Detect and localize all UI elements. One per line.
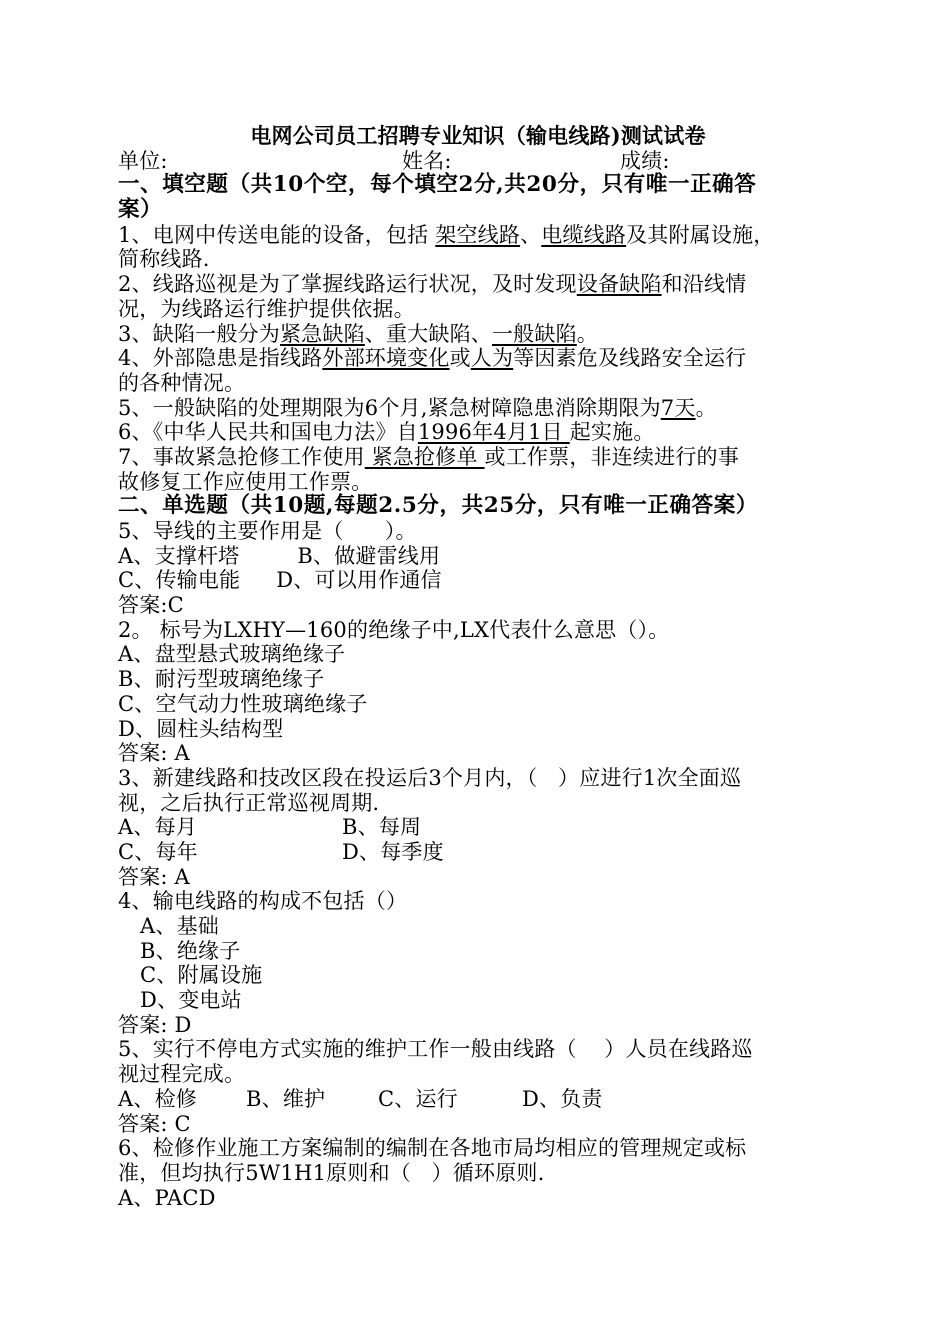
choice-question-6-stem-cont: 准，但均执行5W1H1原则和（ ）循环原则.	[118, 1160, 545, 1185]
choice-question-5-options	[118, 1087, 838, 1112]
answer-blank: 7天	[660, 395, 696, 420]
option-c: C、运行	[378, 1086, 458, 1111]
option-a: A、每月	[118, 815, 197, 840]
fill-question-7-cont: 故修复工作应使用工作票。	[118, 469, 373, 494]
option-a: A、盘型悬式玻璃绝缘子	[118, 642, 346, 667]
fill-question-7: 7、事故紧急抢修工作使用 紧急抢修单 或工作票，非连续进行的事	[118, 444, 739, 469]
choice-question-2-stem: 2。 标号为LXHY—160的绝缘子中,LX代表什么意思（）。	[118, 617, 670, 642]
choice-question-1-stem: 5、导线的主要作用是（ ）。	[118, 519, 417, 543]
exam-content	[118, 124, 838, 1210]
fill-question-2-cont: 况，为线路运行维护提供依据。	[118, 296, 415, 321]
answer-blank: 紧急缺陷	[279, 321, 365, 346]
option-d: D、可以用作通信	[276, 568, 442, 593]
option-a: A、支撑杆塔	[118, 543, 240, 568]
answer-blank: 设备缺陷	[576, 272, 662, 297]
option-a: A、PACD	[118, 1185, 216, 1210]
answer-blank: 1996年4月1日	[417, 420, 570, 445]
fill-question-2: 2、线路巡视是为了掌握线路运行状况，及时发现设备缺陷和沿线情	[118, 272, 747, 297]
choice-question-3-stem-cont: 视，之后执行正常巡视周期.	[118, 790, 380, 815]
option-d: D、圆柱头结构型	[118, 716, 284, 741]
option-c: C、传输电能	[118, 568, 241, 593]
fill-question-6: 6、《中华人民共和国电力法》自1996年4月1日 起实施。	[118, 420, 655, 445]
fill-question-1: 1、电网中传送电能的设备，包括 架空线路、电缆线路及其附属设施，	[118, 222, 775, 247]
option-c: C、空气动力性玻璃绝缘子	[118, 691, 368, 716]
choice-question-3-options-ab	[118, 815, 838, 840]
choice-question-2-answer: 答案: A	[118, 741, 190, 766]
choice-question-6-stem: 6、检修作业施工方案编制的编制在各地市局均相应的管理规定或标	[118, 1136, 747, 1161]
unit-label: 单位:	[118, 148, 168, 173]
option-b: B、每周	[342, 815, 422, 840]
fill-question-4: 4、外部隐患是指线路外部环境变化或人为等因素危及线路安全运行	[118, 346, 747, 371]
option-b: B、做避雷线用	[297, 543, 441, 568]
choice-question-5-answer: 答案: C	[118, 1111, 191, 1136]
fill-question-1-cont: 简称线路.	[118, 247, 210, 272]
answer-blank: 电缆线路	[541, 222, 627, 247]
fill-question-5: 5、一般缺陷的处理期限为6个月,紧急树障隐患消除期限为7天。	[118, 395, 717, 420]
option-c: C、附属设施	[140, 963, 263, 988]
choice-question-3-options-cd	[118, 840, 838, 865]
choice-question-5-stem-cont: 视过程完成。	[118, 1062, 246, 1087]
answer-blank: 人为	[470, 346, 514, 371]
section1-heading-cont: 案）	[118, 197, 163, 223]
option-a: A、检修	[118, 1086, 197, 1111]
name-label: 姓名:	[402, 148, 452, 173]
choice-question-4-answer: 答案: D	[118, 1012, 192, 1037]
answer-blank: 一般缺陷	[491, 321, 577, 346]
choice-question-3-stem: 3、新建线路和技改区段在投运后3个月内，（ ）应进行1次全面巡	[118, 765, 742, 790]
option-b: B、维护	[246, 1086, 326, 1111]
choice-question-4-stem: 4、输电线路的构成不包括（）	[118, 889, 408, 914]
choice-question-3-answer: 答案: A	[118, 864, 190, 889]
option-b: B、耐污型玻璃绝缘子	[118, 667, 325, 692]
option-b: B、绝缘子	[140, 938, 241, 963]
fill-question-3: 3、缺陷一般分为紧急缺陷、重大缺陷、一般缺陷。	[118, 321, 598, 346]
option-d: D、变电站	[140, 988, 242, 1013]
option-a: A、基础	[140, 914, 219, 938]
answer-blank: 紧急抢修单	[364, 444, 485, 469]
option-d: D、每季度	[342, 839, 444, 864]
exam-title: 电网公司员工招聘专业知识（输电线路)测试试卷	[250, 123, 706, 148]
section2-heading: 二、单选题（共10题,每题2.5分，共25分，只有唯一正确答案）	[118, 493, 758, 519]
answer-blank: 外部环境变化	[322, 346, 450, 371]
choice-question-1-options-cd	[118, 568, 838, 593]
choice-question-1-options-ab	[118, 544, 838, 569]
fill-question-4-cont: 的各种情况。	[118, 370, 246, 395]
option-d: D、负责	[522, 1086, 603, 1111]
header-info-row	[118, 149, 838, 174]
choice-question-1-answer: 答案:C	[118, 593, 184, 618]
choice-question-5-stem: 5、实行不停电方式实施的维护工作一般由线路（ ）人员在线路巡	[118, 1037, 753, 1062]
score-label: 成绩:	[620, 148, 670, 173]
answer-blank: 架空线路	[435, 222, 521, 247]
section1-heading: 一、填空题（共10个空，每个填空2分,共20分，只有唯一正确答	[118, 172, 757, 198]
option-c: C、每年	[118, 839, 198, 864]
